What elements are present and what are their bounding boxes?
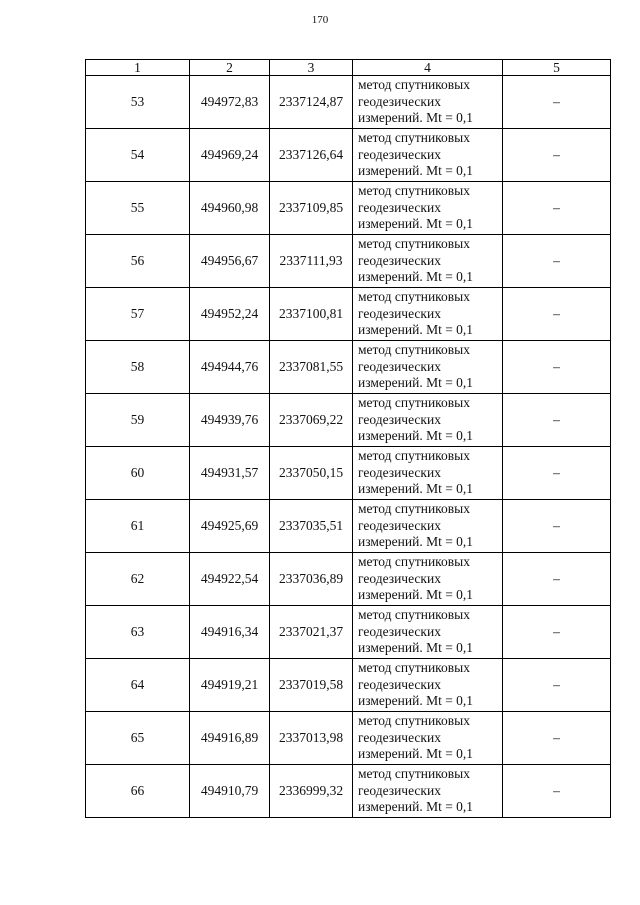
method-line-2: геодезических	[358, 93, 441, 109]
coordinate-y: 2337124,87	[270, 76, 353, 129]
remark-cell: –	[503, 712, 611, 765]
column-header-3: 3	[270, 60, 353, 76]
table-row	[86, 553, 611, 606]
point-number: 55	[86, 182, 190, 235]
remark-cell: –	[503, 765, 611, 818]
remark-cell: –	[503, 659, 611, 712]
point-number: 61	[86, 500, 190, 553]
remark-cell: –	[503, 129, 611, 182]
table-row	[86, 394, 611, 447]
method-line-2: геодезических	[358, 199, 441, 215]
remark-cell: –	[503, 447, 611, 500]
point-number: 64	[86, 659, 190, 712]
method-cell	[353, 76, 503, 129]
method-line-2: геодезических	[358, 252, 441, 268]
point-number: 65	[86, 712, 190, 765]
coordinate-x: 494952,24	[190, 288, 270, 341]
coordinate-x: 494916,89	[190, 712, 270, 765]
method-cell	[353, 447, 503, 500]
point-number: 57	[86, 288, 190, 341]
method-line-3: измерений. Mt = 0,1	[358, 322, 474, 338]
point-number: 63	[86, 606, 190, 659]
coordinate-x: 494969,24	[190, 129, 270, 182]
table-row	[86, 447, 611, 500]
method-line-1: метод спутниковых	[358, 236, 470, 252]
table-header	[86, 60, 611, 76]
method-line-2: геодезических	[358, 623, 441, 639]
coordinate-y: 2336999,32	[270, 765, 353, 818]
method-cell	[353, 129, 503, 182]
method-line-3: измерений. Mt = 0,1	[358, 163, 474, 179]
method-cell	[353, 235, 503, 288]
coordinate-x: 494944,76	[190, 341, 270, 394]
method-line-3: измерений. Mt = 0,1	[358, 534, 474, 550]
method-line-3: измерений. Mt = 0,1	[358, 110, 474, 126]
column-header-1: 1	[86, 60, 190, 76]
method-line-3: измерений. Mt = 0,1	[358, 587, 474, 603]
coordinate-x: 494925,69	[190, 500, 270, 553]
table-row	[86, 129, 611, 182]
coordinate-y: 2337069,22	[270, 394, 353, 447]
method-line-1: метод спутниковых	[358, 501, 470, 517]
point-number: 62	[86, 553, 190, 606]
coordinate-x: 494922,54	[190, 553, 270, 606]
table-row	[86, 606, 611, 659]
method-line-1: метод спутниковых	[358, 130, 470, 146]
point-number: 54	[86, 129, 190, 182]
remark-cell: –	[503, 394, 611, 447]
method-cell	[353, 394, 503, 447]
method-line-1: метод спутниковых	[358, 342, 470, 358]
point-number: 53	[86, 76, 190, 129]
method-line-1: метод спутниковых	[358, 395, 470, 411]
method-line-1: метод спутниковых	[358, 77, 470, 93]
table-row	[86, 76, 611, 129]
table-row	[86, 182, 611, 235]
method-line-3: измерений. Mt = 0,1	[358, 481, 474, 497]
method-cell	[353, 765, 503, 818]
page-number: 170	[311, 14, 329, 26]
coordinate-x: 494960,98	[190, 182, 270, 235]
method-line-3: измерений. Mt = 0,1	[358, 693, 474, 709]
table-body	[86, 76, 611, 818]
method-line-3: измерений. Mt = 0,1	[358, 746, 474, 762]
remark-cell: –	[503, 182, 611, 235]
method-line-2: геодезических	[358, 464, 441, 480]
method-line-1: метод спутниковых	[358, 766, 470, 782]
method-line-2: геодезических	[358, 782, 441, 798]
table-row	[86, 235, 611, 288]
method-line-3: измерений. Mt = 0,1	[358, 640, 474, 656]
coordinate-y: 2337019,58	[270, 659, 353, 712]
coordinate-y: 2337036,89	[270, 553, 353, 606]
method-line-1: метод спутниковых	[358, 183, 470, 199]
remark-cell: –	[503, 235, 611, 288]
remark-cell: –	[503, 288, 611, 341]
column-header-5: 5	[503, 60, 611, 76]
method-line-1: метод спутниковых	[358, 660, 470, 676]
coordinate-x: 494931,57	[190, 447, 270, 500]
coordinate-x: 494972,83	[190, 76, 270, 129]
coordinate-y: 2337021,37	[270, 606, 353, 659]
method-line-2: геодезических	[358, 358, 441, 374]
coordinate-x: 494956,67	[190, 235, 270, 288]
coordinate-y: 2337035,51	[270, 500, 353, 553]
point-number: 56	[86, 235, 190, 288]
column-header-4: 4	[353, 60, 503, 76]
method-line-2: геодезических	[358, 411, 441, 427]
remark-cell: –	[503, 606, 611, 659]
point-number: 60	[86, 447, 190, 500]
method-cell	[353, 553, 503, 606]
method-cell	[353, 288, 503, 341]
method-line-3: измерений. Mt = 0,1	[358, 799, 474, 815]
method-line-3: измерений. Mt = 0,1	[358, 216, 474, 232]
method-cell	[353, 712, 503, 765]
method-line-2: геодезических	[358, 676, 441, 692]
method-line-1: метод спутниковых	[358, 554, 470, 570]
coordinate-y: 2337050,15	[270, 447, 353, 500]
coordinate-y: 2337111,93	[270, 235, 353, 288]
remark-cell: –	[503, 553, 611, 606]
coordinate-x: 494939,76	[190, 394, 270, 447]
table-row	[86, 712, 611, 765]
method-cell	[353, 659, 503, 712]
point-number: 58	[86, 341, 190, 394]
coordinate-y: 2337013,98	[270, 712, 353, 765]
header-row	[86, 60, 611, 76]
column-header-2: 2	[190, 60, 270, 76]
method-line-1: метод спутниковых	[358, 289, 470, 305]
coordinate-y: 2337081,55	[270, 341, 353, 394]
table-row	[86, 341, 611, 394]
coordinate-x: 494919,21	[190, 659, 270, 712]
method-line-2: геодезических	[358, 305, 441, 321]
method-line-1: метод спутниковых	[358, 607, 470, 623]
method-cell	[353, 500, 503, 553]
method-cell	[353, 341, 503, 394]
coordinate-y: 2337109,85	[270, 182, 353, 235]
point-number: 59	[86, 394, 190, 447]
table-row	[86, 765, 611, 818]
coordinate-x: 494916,34	[190, 606, 270, 659]
coordinate-y: 2337100,81	[270, 288, 353, 341]
method-line-1: метод спутниковых	[358, 448, 470, 464]
coordinate-y: 2337126,64	[270, 129, 353, 182]
method-line-3: измерений. Mt = 0,1	[358, 375, 474, 391]
table-row	[86, 288, 611, 341]
remark-cell: –	[503, 341, 611, 394]
method-cell	[353, 182, 503, 235]
method-line-2: геодезических	[358, 146, 441, 162]
remark-cell: –	[503, 76, 611, 129]
coordinates-table	[85, 59, 611, 818]
remark-cell: –	[503, 500, 611, 553]
table-row	[86, 659, 611, 712]
method-cell	[353, 606, 503, 659]
method-line-2: геодезических	[358, 729, 441, 745]
point-number: 66	[86, 765, 190, 818]
method-line-3: измерений. Mt = 0,1	[358, 269, 474, 285]
method-line-1: метод спутниковых	[358, 713, 470, 729]
method-line-2: геодезических	[358, 517, 441, 533]
method-line-3: измерений. Mt = 0,1	[358, 428, 474, 444]
table-row	[86, 500, 611, 553]
coordinate-x: 494910,79	[190, 765, 270, 818]
method-line-2: геодезических	[358, 570, 441, 586]
